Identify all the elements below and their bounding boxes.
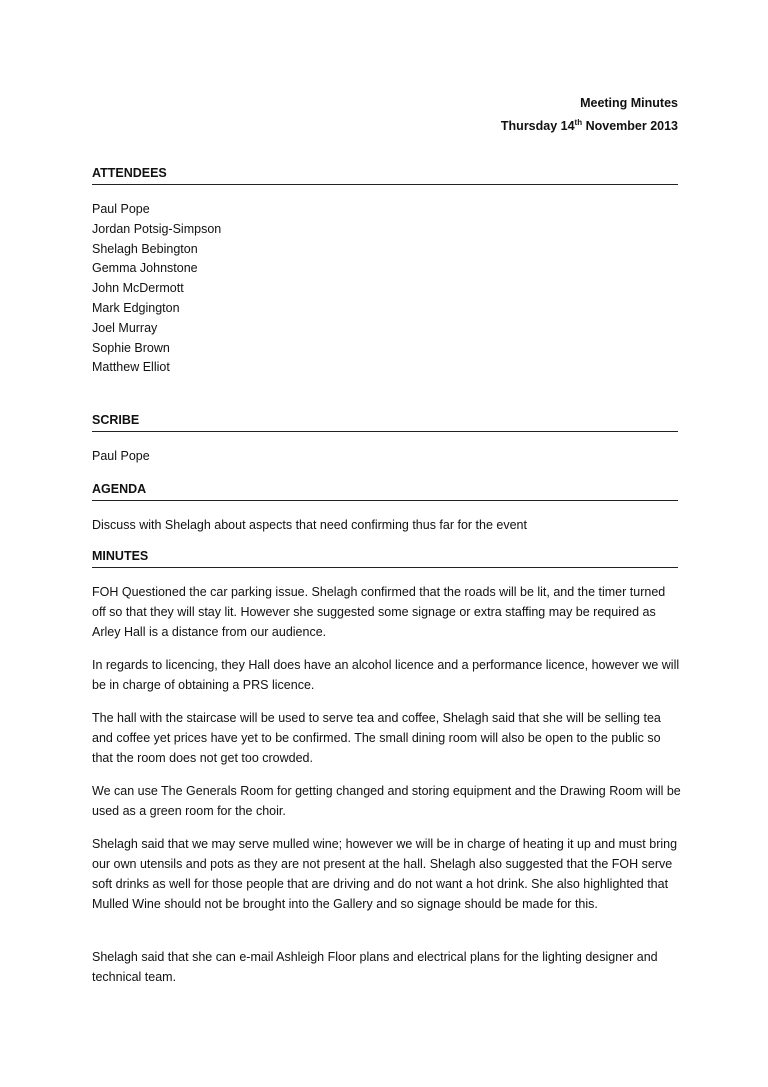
attendees-list xyxy=(92,200,221,378)
minutes-paragraph: The hall with the staircase will be used to serve tea and coffee, Shelagh said that she will be selling tea and coffee yet prices have yet to be confirmed. The small dining room will also be open to the public so that the room does not get too crowded. xyxy=(92,711,661,765)
attendee-name: John McDermott xyxy=(92,281,184,296)
scribe-heading: SCRIBE xyxy=(92,413,678,432)
minutes-paragraph: Shelagh said that she can e-mail Ashleigh Floor plans and electrical plans for the lighting designer and technical team. xyxy=(92,950,658,984)
attendee-name: Gemma Johnstone xyxy=(92,261,198,276)
meeting-date: Thursday 14th November 2013 xyxy=(500,118,678,134)
agenda-text: Discuss with Shelagh about aspects that need confirming thus far for the event xyxy=(92,518,527,532)
minutes-paragraph: In regards to licencing, they Hall does have an alcohol licence and a performance licence, however we will be in charge of obtaining a PRS licence. xyxy=(92,658,680,692)
document-header xyxy=(501,93,678,136)
attendee-name: Jordan Potsig-Simpson xyxy=(92,221,222,236)
attendee-name: Matthew Elliot xyxy=(92,360,170,375)
scribe-name: Paul Pope xyxy=(92,449,150,463)
attendee-name: Joel Murray xyxy=(92,320,158,335)
attendee-name: Sophie Brown xyxy=(92,340,170,355)
minutes-paragraph: FOH Questioned the car parking issue. Shelagh confirmed that the roads will be lit, and the timer turned off so that they will stay lit. However she suggested some signage or extra staffing may be required as Arley Hall is a distance from our audience. xyxy=(92,585,666,639)
minutes-paragraph: Shelagh said that we may serve mulled wine; however we will be in charge of heating it up and must bring our own utensils and pots as they are not present at the hall. Shelagh also suggested that the FOH serve soft drinks as well for those people that are driving and do not want a hot drink. She also highlighted that Mulled Wine should not be brought into the Gallery and so signage should be made for this. xyxy=(92,837,678,911)
minutes-paragraph: We can use The Generals Room for getting changed and storing equipment and the Drawing Room will be used as a green room for the choir. xyxy=(92,784,681,818)
attendee-name: Shelagh Bebington xyxy=(92,241,198,256)
attendees-heading: ATTENDEES xyxy=(92,166,678,185)
attendee-name: Paul Pope xyxy=(92,202,150,216)
minutes-heading: MINUTES xyxy=(92,549,678,568)
attendee-name: Mark Edgington xyxy=(92,300,180,315)
agenda-heading: AGENDA xyxy=(92,482,678,501)
document-title: Meeting Minutes xyxy=(580,96,678,110)
